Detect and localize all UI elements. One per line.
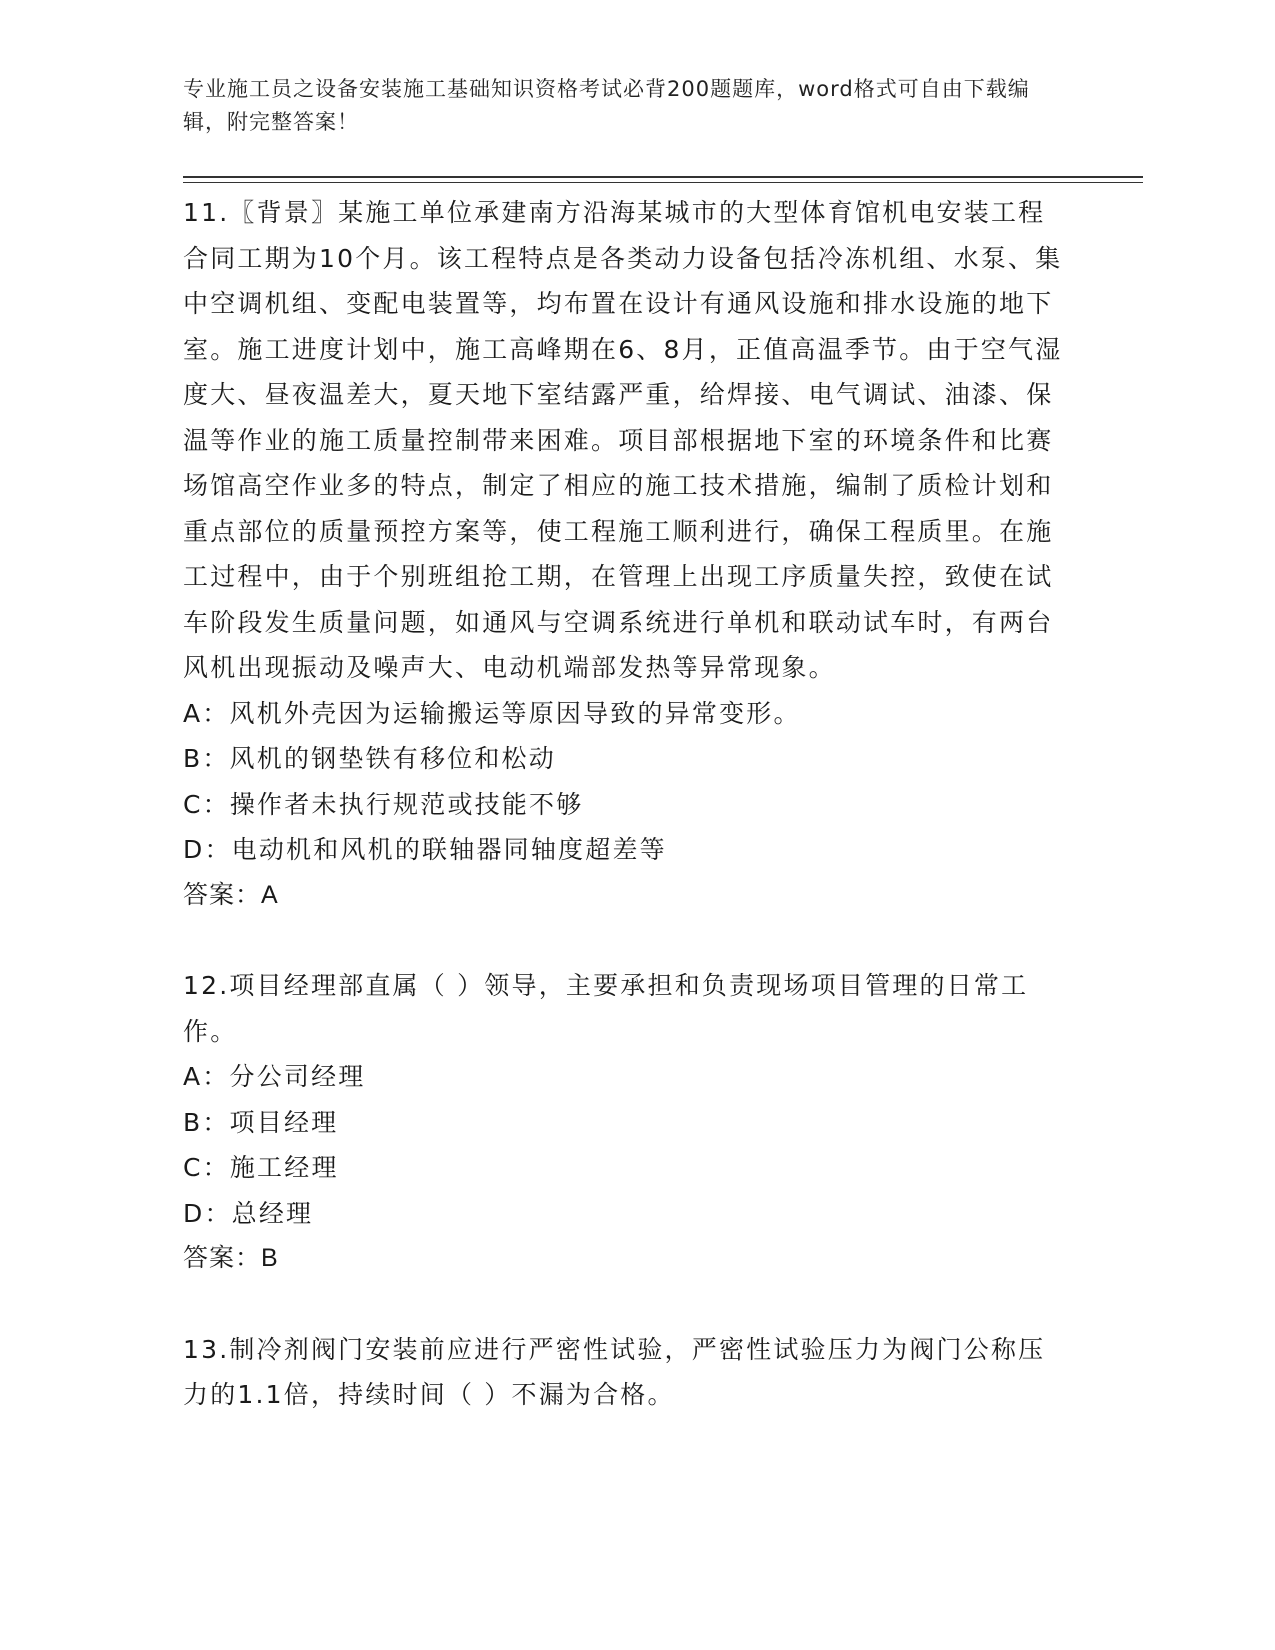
question-13: [183, 1327, 1063, 1418]
option-a: A：分公司经理: [183, 1062, 366, 1091]
option-b: B：项目经理: [183, 1107, 339, 1137]
question-spacer: [183, 1282, 1063, 1327]
header-divider-thin: [183, 182, 1143, 183]
question-spacer: [183, 918, 1063, 963]
question-stem: 11.〖背景〗某施工单位承建南方沿海某城市的大型体育馆机电安装工程合同工期为10个月。该工程特点是各类动力设备包括冷冻机组、水泵、集中空调机组、变配电装置等，均布置在设计有通风设施和排水设施的地下室。施工进度计划中，施工高峰期在6、8月，正值高温季节。由于空气湿度大、昼夜温差大，夏天地下室结露严重，给焊接、电气调试、油漆、保温等作业的施工质量控制带来困难。项目部根据地下室的环境条件和比赛场馆高空作业多的特点，制定了相应的施工技术措施，编制了质检计划和重点部位的质量预控方案等，使工程施工顺利进行，确保工程质里。在施工过程中，由于个别班组抢工期，在管理上出现工序质量失控，致使在试车阶段发生质量问题，如通风与空调系统进行单机和联动试车时，有两台风机出现振动及噪声大、电动机端部发热等异常现象。: [183, 198, 1063, 682]
option-c: C：施工经理: [183, 1153, 339, 1182]
header-divider-thick: [183, 176, 1143, 178]
question-stem: 12.项目经理部直属（ ）领导，主要承担和负责现场项目管理的日常工作。: [183, 971, 1029, 1046]
answer-line: 答案：B: [183, 1244, 279, 1272]
option-a: A：风机外壳因为运输搬运等原因导致的异常变形。: [183, 698, 801, 728]
option-b: B：风机的钢垫铁有移位和松动: [183, 744, 556, 773]
option-d: D：总经理: [183, 1198, 314, 1228]
question-list: [183, 190, 1063, 1418]
question-12: [183, 963, 1063, 1282]
question-11: [183, 190, 1063, 918]
option-d: D：电动机和风机的联轴器同轴度超差等: [183, 835, 667, 864]
answer-line: 答案：A: [183, 880, 279, 909]
question-stem: 13.制冷剂阀门安装前应进行严密性试验，严密性试验压力为阀门公称压力的1.1倍，持续时间（ ）不漏为合格。: [183, 1334, 1046, 1409]
document-header: 专业施工员之设备安装施工基础知识资格考试必背200题题库，word格式可自由下载编辑，附完整答案！: [183, 77, 1030, 134]
option-c: C：操作者未执行规范或技能不够: [183, 789, 584, 819]
